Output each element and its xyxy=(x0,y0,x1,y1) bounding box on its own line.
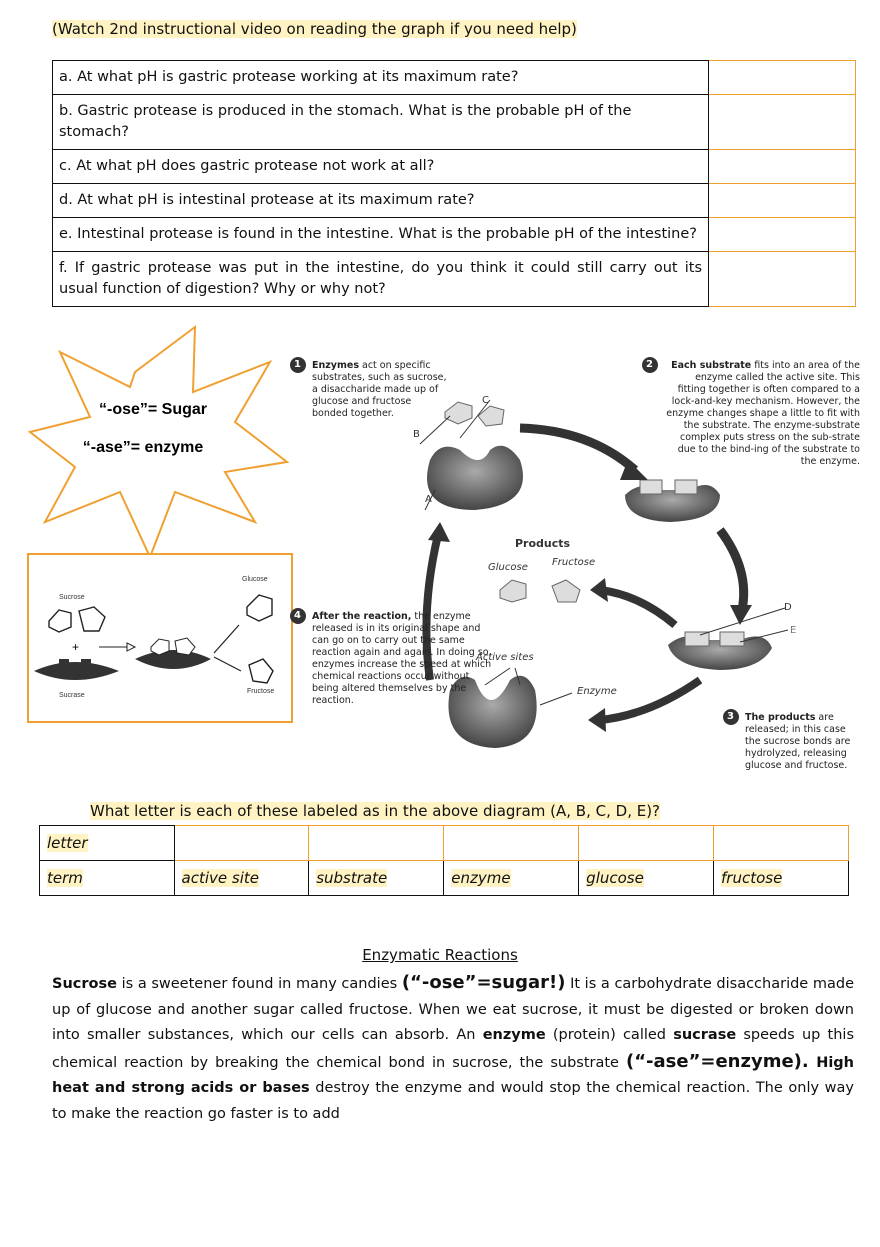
question-f: f. If gastric protease was put in the intestine, do you think it could still carry out its usual function of digestion? Why or why not? xyxy=(53,252,709,307)
table-row xyxy=(53,150,856,184)
step2-number: 2 xyxy=(646,359,653,370)
question-a: a. At what pH is gastric protease working at its maximum rate? xyxy=(53,61,709,95)
label-a: A xyxy=(425,494,432,505)
question-b: b. Gastric protease is produced in the stomach. What is the probable pH of the stomach? xyxy=(53,95,709,150)
answer-cell-f[interactable] xyxy=(709,252,856,307)
table-row xyxy=(40,861,849,896)
answer-cell-c[interactable] xyxy=(709,150,856,184)
header-note-text: (Watch 2nd instructional video on reading the graph if you need help) xyxy=(52,20,577,38)
step3-text: The products are released; in this case the sucrose bonds are hydrolyzed, releasing glucose and fructose. xyxy=(745,712,851,771)
sucrose-figure xyxy=(27,553,293,723)
label-c: C xyxy=(482,395,489,406)
question-e: e. Intestinal protease is found in the intestine. What is the probable pH of the intestine? xyxy=(53,218,709,252)
starburst-callout xyxy=(25,322,290,562)
step1-number: 1 xyxy=(294,359,301,370)
label-d: D xyxy=(784,602,792,613)
questions-table xyxy=(52,60,856,307)
sucrase-label: Sucrase xyxy=(59,692,85,699)
table-row xyxy=(53,95,856,150)
fructose-label: Fructose xyxy=(247,688,275,695)
step1-text: Enzymes act on specific substrates, such as sucrose, a disaccharide made up of glucose and fructose bonded together. xyxy=(312,360,447,419)
active-sites-label: Active sites xyxy=(476,652,534,663)
sucrose-top-label: Sucrose xyxy=(59,594,85,601)
enzyme-label: Enzyme xyxy=(577,686,617,697)
step3-number: 3 xyxy=(727,711,734,722)
letter-cell-substrate[interactable] xyxy=(309,826,444,861)
fructose-pentagon xyxy=(79,607,105,631)
letter-cell-enzyme[interactable] xyxy=(444,826,579,861)
table-row xyxy=(53,218,856,252)
letter-cell-active-site[interactable] xyxy=(174,826,309,861)
step2-text: Each substrate fits into an area of the enzyme called the active site. This fitting together is often compared to a lock-and-key mechanism. However, the enzyme changes shape a little to fit with the substrate. The enzyme-substrate complex puts stress on the sub-strate due to the bind-ing of the substrate to the enzyme. xyxy=(666,360,860,467)
diagram-glucose-label: Glucose xyxy=(488,562,528,573)
term-enzyme: enzyme xyxy=(444,861,579,896)
question-d: d. At what pH is intestinal protease at its maximum rate? xyxy=(53,184,709,218)
question-c: c. At what pH does gastric protease not work at all? xyxy=(53,150,709,184)
answer-cell-d[interactable] xyxy=(709,184,856,218)
term-glucose: glucose xyxy=(579,861,714,896)
letter-table xyxy=(39,825,849,896)
letter-question-text: What letter is each of these labeled as in the above diagram (A, B, C, D, E)? xyxy=(90,802,661,820)
products-label: Products xyxy=(515,537,571,550)
glucose-hexagon xyxy=(49,610,71,632)
term-row-header: term xyxy=(40,861,175,896)
table-row xyxy=(40,826,849,861)
answer-cell-a[interactable] xyxy=(709,61,856,95)
letter-cell-fructose[interactable] xyxy=(714,826,849,861)
term-fructose: fructose xyxy=(714,861,849,896)
table-row xyxy=(53,61,856,95)
section-title: Enzymatic Reactions xyxy=(362,946,518,964)
label-e: E xyxy=(790,625,797,636)
table-row xyxy=(53,184,856,218)
letter-question xyxy=(90,802,660,820)
step4-text: After the reaction, the enzyme released is in its original shape and can go on to carry out the same reaction again and again. In doing so, enzymes increase the speed at which chemical reactions occur without being altered themselves by the reaction. xyxy=(312,611,492,706)
label-b: B xyxy=(413,429,420,440)
term-substrate: substrate xyxy=(309,861,444,896)
term-active-site: active site xyxy=(174,861,309,896)
glucose-label: Glucose xyxy=(242,576,268,583)
letter-row-header: letter xyxy=(40,826,175,861)
step4-number: 4 xyxy=(294,610,301,621)
enzymatic-reactions-paragraph: Sucrose is a sweetener found in many candies (“-ose”=sugar!) It is a carbohydrate disaccharide made up of glucose and another sugar called fructose. When we eat sucrose, it must be digested or broken down into smaller substances, which our cells can absorb. An enzyme (protein) called sucrase speeds up this chemical reaction by breaking the chemical bond in sucrose, the substrate (“-ase”=enzyme). High heat and strong acids or bases destroy the enzyme and would stop the chemical reaction. The only way to make the reaction go faster is to add xyxy=(52,972,855,1122)
diagram-fructose-label: Fructose xyxy=(552,557,596,568)
ase-enzyme-label: “-ase”= enzyme xyxy=(82,439,204,456)
header-note xyxy=(52,20,577,38)
enzyme-diagram xyxy=(290,350,870,790)
answer-cell-e[interactable] xyxy=(709,218,856,252)
ose-sugar-label: “-ose”= Sugar xyxy=(98,401,208,418)
answer-cell-b[interactable] xyxy=(709,95,856,150)
table-row xyxy=(53,252,856,307)
letter-cell-glucose[interactable] xyxy=(579,826,714,861)
plus-sign: + xyxy=(72,640,80,654)
